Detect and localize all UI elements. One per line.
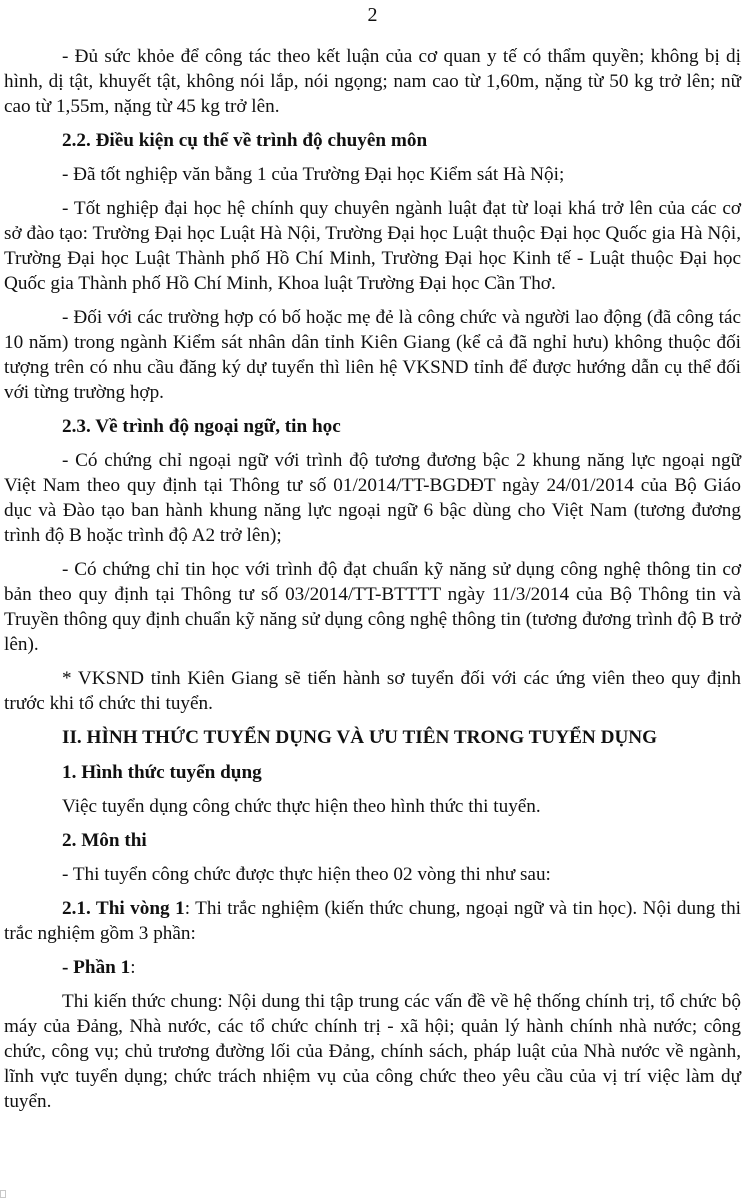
part-1-text: : — [130, 957, 136, 978]
paragraph-part-1 — [4, 955, 741, 980]
paragraph-general-knowledge: Thi kiến thức chung: Nội dung thi tập trung các vấn đề về hệ thống chính trị, tổ chức bộ máy của Đảng, Nhà nước, các tổ chức chính trị - xã hội; quản lý hành chính nhà nước; công chức, công vụ; chủ trương đường lối của Đảng, chính sách, pháp luật của Nhà nước về ngành, lĩnh vực tuyển dụng; chức trách nhiệm vụ của công chức theo yêu cầu của vị trí việc làm dự tuyển. — [4, 991, 741, 1112]
heading-exam-subjects: 2. Môn thi — [62, 830, 147, 851]
paragraph-exam-rounds: - Thi tuyển công chức được thực hiện theo 02 vòng thi như sau: — [62, 864, 551, 885]
heading-section-ii: II. HÌNH THỨC TUYỂN DỤNG VÀ ƯU TIÊN TRONG TUYỂN DỤNG — [62, 727, 658, 748]
paragraph-foreign-language: - Có chứng chỉ ngoại ngữ với trình độ tương đương bậc 2 khung năng lực ngoại ngữ Việt Nam theo quy định tại Thông tư số 01/2014/TT-BGDĐT ngày 24/01/2014 của Bộ Giáo dục và Đào tạo ban hành khung năng lực ngoại ngữ 6 bậc dùng cho Việt Nam (tương đương trình độ B hoặc trình độ A2 trở lên); — [4, 450, 741, 546]
paragraph-preliminary-screening: * VKSND tỉnh Kiên Giang sẽ tiến hành sơ tuyển đối với các ứng viên theo quy định trước khi tổ chức thi tuyển. — [4, 668, 741, 714]
heading-2-2: 2.2. Điều kiện cụ thể về trình độ chuyên môn — [62, 130, 428, 151]
round-1-text: : Thi trắc nghiệm (kiến thức chung, ngoại ngữ và tin học). Nội dung thi trắc nghiệm gồm 3 phần: — [4, 898, 741, 944]
page-number: 2 — [367, 4, 378, 26]
part-1-label: - Phần 1 — [62, 957, 131, 978]
heading-recruitment-form: 1. Hình thức tuyển dụng — [62, 762, 262, 783]
paragraph-health-requirement: - Đủ sức khỏe để công tác theo kết luận của cơ quan y tế có thẩm quyền; không bị dị hình, dị tật, khuyết tật, không nói lắp, nói ngọng; nam cao từ 1,60m, nặng từ 50 kg trở lên; nữ cao từ 1,55m, nặng từ 45 kg trở lên. — [4, 46, 741, 117]
paragraph-round-1 — [4, 896, 741, 946]
paragraph-recruitment-form: Việc tuyển dụng công chức thực hiện theo hình thức thi tuyển. — [62, 796, 541, 817]
paragraph-law-degree: - Tốt nghiệp đại học hệ chính quy chuyên ngành luật đạt từ loại khá trở lên của các cơ sở đào tạo: Trường Đại học Luật Hà Nội, Trường Đại học Luật thuộc Đại học Quốc gia Hà Nội, Trường Đại học Luật Thành phố Hồ Chí Minh, Trường Đại học Kinh tế - Luật thuộc Đại học Quốc gia Thành phố Hồ Chí Minh, Khoa luật Trường Đại học Cần Thơ. — [4, 198, 741, 294]
paragraph-family-cases: - Đối với các trường hợp có bố hoặc mẹ đẻ là công chức và người lao động (đã công tác 10 năm) trong ngành Kiểm sát nhân dân tỉnh Kiên Giang (kể cả đã nghỉ hưu) không thuộc đối tượng trên có nhu cầu đăng ký dự tuyển thì liên hệ VKSND tỉnh để được hướng dẫn cụ thể đối với từng trường hợp. — [4, 307, 741, 403]
paragraph-kiem-sat-graduate: - Đã tốt nghiệp văn bằng 1 của Trường Đại học Kiểm sát Hà Nội; — [62, 164, 565, 185]
document-body — [4, 44, 741, 1123]
paragraph-it-certificate: - Có chứng chỉ tin học với trình độ đạt chuẩn kỹ năng sử dụng công nghệ thông tin cơ bản theo quy định tại Thông tư số 03/2014/TT-BTTTT ngày 11/3/2014 của Bộ Thông tin và Truyền thông quy định chuẩn kỹ năng sử dụng công nghệ thông tin (tương đương trình độ B trở lên). — [4, 559, 741, 655]
round-1-label: 2.1. Thi vòng 1 — [62, 898, 185, 919]
heading-2-3: 2.3. Về trình độ ngoại ngữ, tin học — [62, 416, 341, 437]
corner-marker — [0, 1190, 6, 1198]
